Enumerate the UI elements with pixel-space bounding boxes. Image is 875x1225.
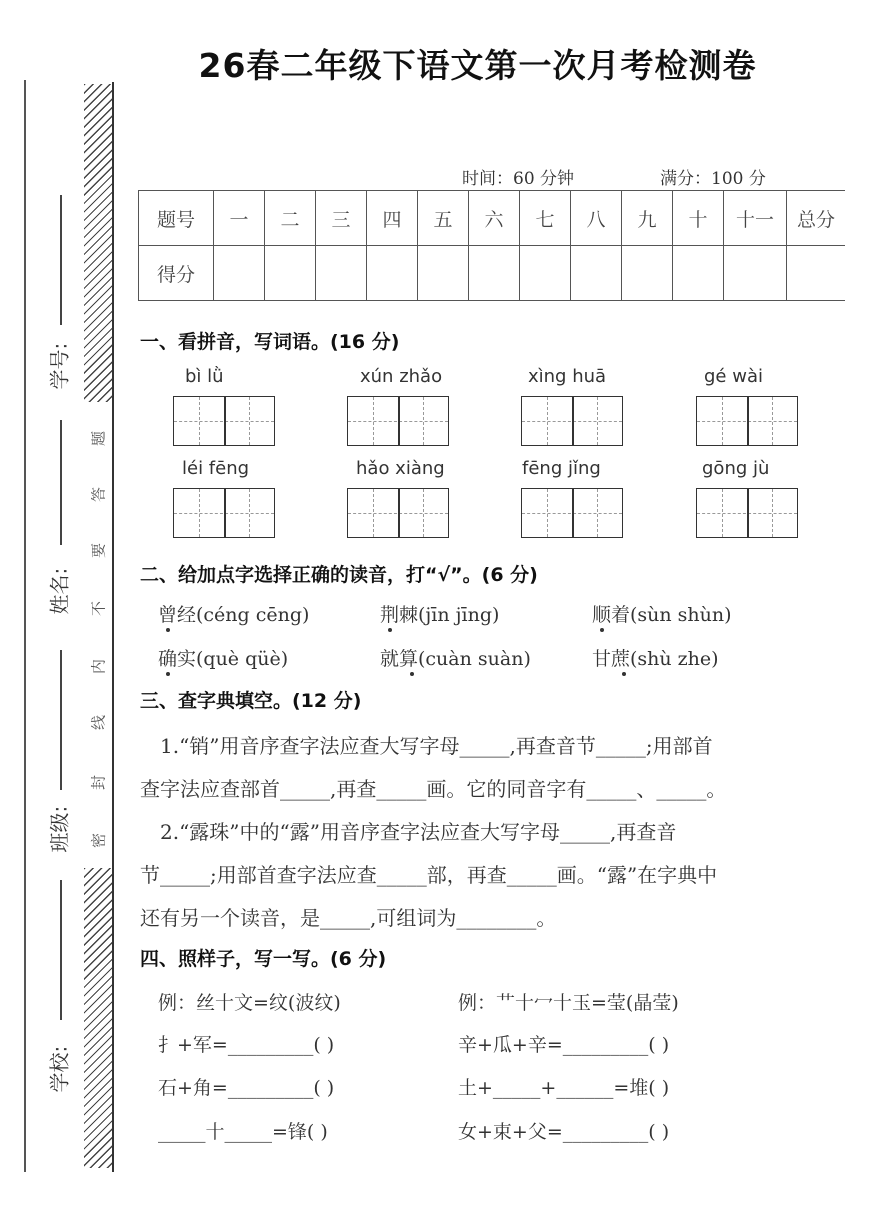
score-input-cell[interactable]: [673, 246, 724, 301]
section2-heading: 二、给加点字选择正确的读音，打“√”。(6 分): [140, 564, 538, 586]
margin-char: 题: [89, 431, 108, 447]
char-compose-item[interactable]: 扌+军=_________( ): [158, 1034, 335, 1056]
writing-grid[interactable]: [347, 396, 449, 446]
score-input-cell[interactable]: [418, 246, 469, 301]
pinyin-label: xún zhǎo: [360, 366, 443, 387]
char-compose-item[interactable]: 辛+瓜+辛=_________( ): [458, 1034, 670, 1056]
emphasis-dot: [622, 672, 626, 676]
pinyin-label: gōng jù: [702, 458, 770, 479]
score-table-header-row: [139, 191, 846, 246]
reading-choice[interactable]: 就算(cuàn suàn): [380, 648, 531, 670]
reading-choice[interactable]: 曾经(céng cēng): [158, 604, 310, 626]
page-title: 26春二年级下语文第一次月考检测卷: [198, 46, 757, 85]
student-id-label: 学号:: [47, 342, 72, 390]
char-compose-item[interactable]: _____十_____=锋( ): [158, 1121, 328, 1143]
school-label: 学校:: [47, 1045, 72, 1093]
table-cell: 得分: [139, 246, 214, 301]
writing-grid[interactable]: [521, 396, 623, 446]
score-input-cell[interactable]: [367, 246, 418, 301]
writing-grid[interactable]: [173, 488, 275, 538]
dictionary-question-line: 1.“销”用音序查字法应查大写字母_____,再查音节_____;用部首: [160, 734, 713, 758]
hatch-bottom: [84, 868, 112, 1168]
reading-choice[interactable]: 甘蔗(shù zhe): [592, 648, 719, 670]
margin-char: 不: [89, 601, 108, 617]
table-cell: 十一: [724, 191, 787, 246]
student-id-line: [60, 195, 62, 325]
table-cell: 一: [214, 191, 265, 246]
table-cell: 六: [469, 191, 520, 246]
emphasis-dot: [388, 628, 392, 632]
emphasis-dot: [410, 672, 414, 676]
score-input-cell[interactable]: [316, 246, 367, 301]
table-cell: 四: [367, 191, 418, 246]
table-cell: 二: [265, 191, 316, 246]
score-input-cell[interactable]: [520, 246, 571, 301]
reading-choice[interactable]: 荆棘(jīn jīng): [380, 604, 500, 626]
example-left: 例：丝十文=纹(波纹): [158, 992, 341, 1014]
section4-heading: 四、照样子，写一写。(6 分): [140, 948, 387, 970]
section1-heading: 一、看拼音，写词语。(16 分): [140, 331, 400, 353]
pinyin-label: bì lǜ: [185, 366, 224, 387]
table-cell: 九: [622, 191, 673, 246]
dictionary-question-line: 2.“露珠”中的“露”用音序查字法应查大写字母_____,再查音: [160, 820, 677, 844]
table-cell: 五: [418, 191, 469, 246]
emphasis-dot: [600, 628, 604, 632]
class-label: 班级:: [47, 805, 72, 853]
name-label: 姓名:: [47, 567, 72, 615]
score-input-cell[interactable]: [622, 246, 673, 301]
dictionary-question-line: 还有另一个读音，是_____,可组词为________。: [140, 906, 557, 930]
emphasis-dot: [166, 628, 170, 632]
table-cell: 八: [571, 191, 622, 246]
writing-grid[interactable]: [521, 488, 623, 538]
writing-grid[interactable]: [173, 396, 275, 446]
writing-grid[interactable]: [696, 396, 798, 446]
class-line: [60, 650, 62, 790]
table-cell: 十: [673, 191, 724, 246]
writing-grid[interactable]: [696, 488, 798, 538]
emphasis-dot: [166, 672, 170, 676]
full-score: 满分：100 分: [660, 169, 766, 189]
example-right: 例：艹十冖十玉=莹(晶莹): [458, 992, 679, 1014]
binding-line: [112, 82, 114, 1172]
margin-char: 密: [89, 833, 108, 849]
table-cell: 题号: [139, 191, 214, 246]
table-cell: 总分: [787, 191, 846, 246]
table-cell: 三: [316, 191, 367, 246]
score-table: [138, 190, 845, 301]
score-input-cell[interactable]: [787, 246, 846, 301]
reading-choice[interactable]: 顺着(sùn shùn): [592, 604, 732, 626]
dictionary-question-line: 查字法应查部首_____,再查_____画。它的同音字有_____、_____。: [140, 777, 727, 801]
margin-char: 线: [89, 715, 108, 731]
margin-char: 内: [89, 659, 108, 675]
dictionary-question-line: 节_____;用部首查字法应查_____部，再查_____画。“露”在字典中: [140, 863, 718, 887]
pinyin-label: fēng jǐng: [522, 458, 601, 479]
reading-choice[interactable]: 确实(què qüè): [158, 648, 289, 670]
score-input-cell[interactable]: [571, 246, 622, 301]
char-compose-item[interactable]: 土+_____+______=堆( ): [458, 1077, 670, 1099]
char-compose-item[interactable]: 女+束+父=_________( ): [458, 1121, 670, 1143]
char-compose-item[interactable]: 石+角=_________( ): [158, 1077, 335, 1099]
margin-char: 答: [89, 487, 108, 503]
pinyin-label: xìng huā: [528, 366, 607, 387]
pinyin-label: léi fēng: [182, 458, 250, 479]
outer-margin-line: [24, 80, 26, 1172]
pinyin-label: hǎo xiàng: [356, 458, 445, 479]
score-table-score-row: [139, 246, 846, 301]
writing-grid[interactable]: [347, 488, 449, 538]
margin-char: 要: [89, 543, 108, 559]
school-line: [60, 880, 62, 1020]
hatch-top: [84, 84, 112, 402]
score-input-cell[interactable]: [469, 246, 520, 301]
score-input-cell[interactable]: [724, 246, 787, 301]
exam-time: 时间：60 分钟: [462, 169, 575, 189]
score-input-cell[interactable]: [214, 246, 265, 301]
name-line: [60, 420, 62, 545]
pinyin-label: gé wài: [704, 366, 763, 387]
table-cell: 七: [520, 191, 571, 246]
section3-heading: 三、查字典填空。(12 分): [140, 690, 362, 712]
score-input-cell[interactable]: [265, 246, 316, 301]
margin-char: 封: [89, 775, 108, 791]
